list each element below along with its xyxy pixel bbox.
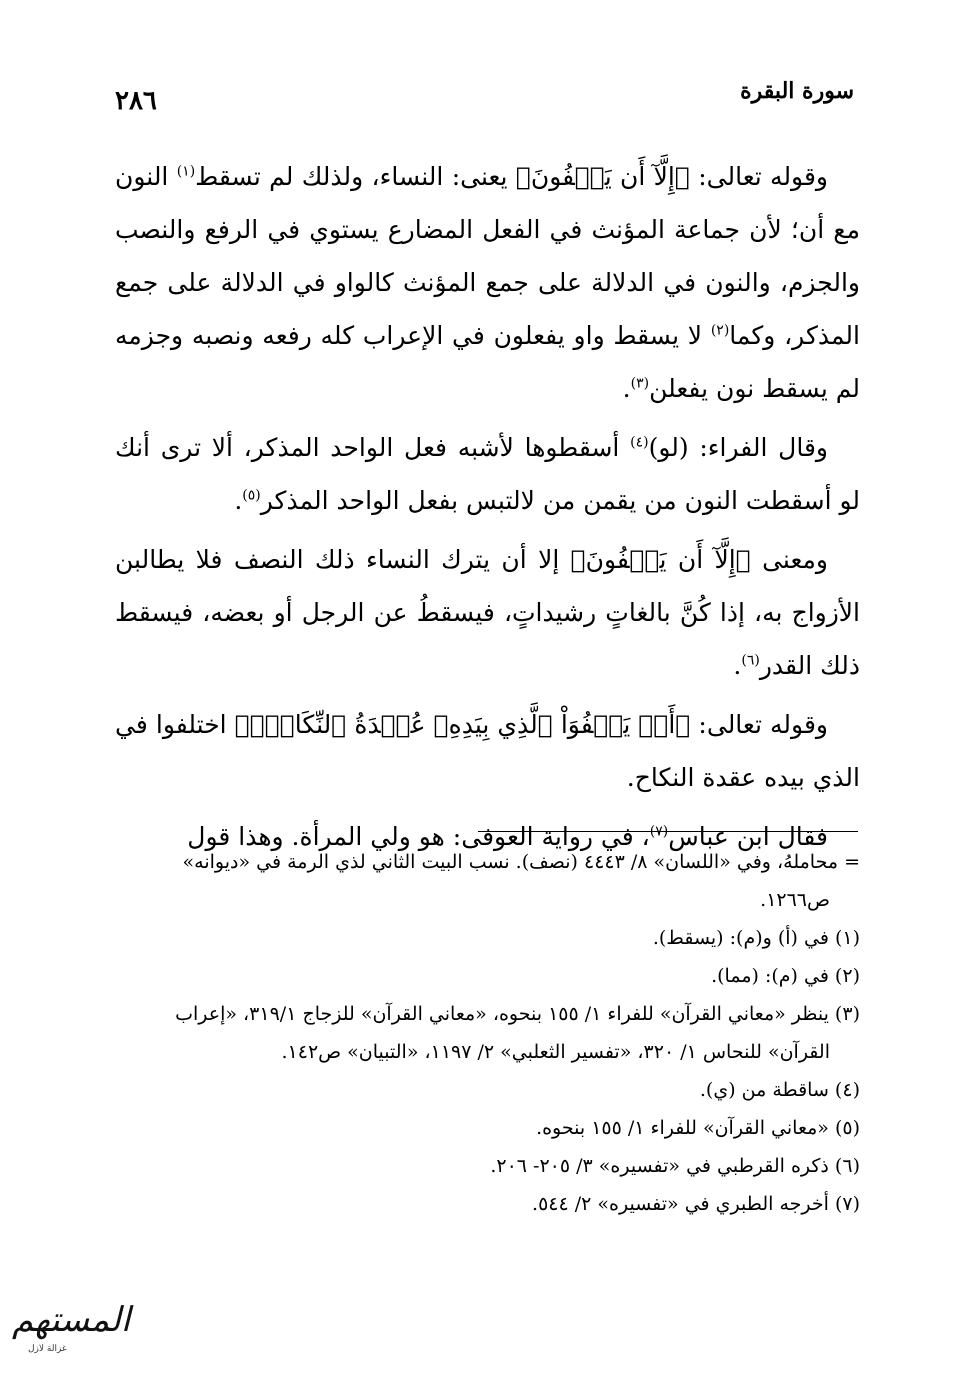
paragraph-2 <box>115 421 860 527</box>
text-run: فقال ابن عباس <box>668 822 828 851</box>
footnote-6: (٦) ذكره القرطبي في «تفسيره» ٣/ ٢٠٥- ٢٠٦. <box>490 1155 860 1177</box>
text-run: ، في رواية العوفى: هو ولي المرأة. وهذا قول <box>187 822 650 851</box>
footnote-ref-7[interactable]: (٧) <box>649 823 669 840</box>
text-run: النون مع أن؛ لأن جماعة المؤنث في الفعل المضارع يستوي في الرفع والنصب والجزم، والنون في الدلالة على جمع المؤنث كالواو في الدلالة على جمع المذكر، وكما <box>115 162 860 350</box>
footnote-ref-3[interactable]: (٣) <box>630 375 650 392</box>
running-title: سورة البقرة <box>740 78 854 104</box>
quran-verse: ﴿أَوۡ يَعۡفُوَاْ ٱلَّذِي بِيَدِهِۦ عُقۡدَةُ ٱلنِّكَاحِۚ﴾ <box>234 710 691 739</box>
text-run: يعنى: النساء، ولذلك لم تسقط <box>195 162 516 191</box>
footnotes <box>115 843 860 1223</box>
text-run: . <box>733 651 742 680</box>
page-number: ٢٨٦ <box>115 86 157 116</box>
text-run: وقوله تعالى: <box>689 162 829 191</box>
quran-verse: ﴿إِلَّآ أَن يَعۡفُونَ﴾ <box>570 545 751 574</box>
text-run: لا يسقط واو يفعلون في الإعراب كله رفعه ونصبه وجزمه لم يسقط نون يفعلن <box>115 321 860 403</box>
text-run: إلا أن يترك النساء ذلك النصف فلا يطالبن الأزواج به، إذا كُنَّ بالغاتٍ رشيداتٍ، فيسقطُ عن الرجل أو بعضه، فيسقط ذلك القدر <box>115 545 860 680</box>
publisher-logo-stamp <box>10 1286 140 1366</box>
logo-subtext: غزالة لازل <box>28 1344 67 1354</box>
footnote-7: (٧) أخرجه الطبري في «تفسيره» ٢/ ٥٤٤. <box>532 1193 860 1215</box>
footnote-ref-4[interactable]: (٤) <box>630 434 649 451</box>
quran-verse: ﴿إِلَّآ أَن يَعۡفُونَ﴾ <box>515 162 690 191</box>
footnote-divider <box>478 831 858 832</box>
main-text <box>115 150 860 869</box>
logo-text: المستهم <box>12 1300 131 1340</box>
text-run: ومعنى <box>750 545 828 574</box>
text-run: وقوله تعالى: <box>690 710 828 739</box>
page-header <box>115 78 860 118</box>
footnote-5: (٥) «معاني القرآن» للفراء ١/ ١٥٥ بنحوه. <box>536 1117 860 1139</box>
text-run: . <box>622 374 631 403</box>
text-run: أسقطوها لأشبه فعل الواحد المذكر، ألا ترى أنك لو أسقطت النون من يقمن من لالتبس بفعل الواحد المذكر <box>115 433 860 515</box>
paragraph-3 <box>115 533 860 692</box>
footnote-continuation: = محاملهُ، وفي «اللسان» ٨/ ٤٤٤٣ (نصف). نسب البيت الثاني لذي الرمة في «ديوانه» ص١٢٦٦. <box>182 851 860 911</box>
text-run: اختلفوا في الذي بيده عقدة النكاح. <box>115 710 860 792</box>
footnote-ref-6[interactable]: (٦) <box>741 652 760 669</box>
text-run: . <box>234 486 243 515</box>
footnote-ref-5[interactable]: (٥) <box>242 487 261 504</box>
footnote-3: (٣) ينظر «معاني القرآن» للفراء ١/ ١٥٥ بنحوه، «معاني القرآن» للزجاج ٣١٩/١، «إعراب القرآن» للنحاس ١/ ٣٢٠، «تفسير الثعلبي» ٢/ ١١٩٧، «التبيان» ص١٤٢. <box>175 1003 860 1063</box>
footnote-1: (١) في (أ) و(م): (يسقط). <box>652 927 860 949</box>
footnote-ref-2[interactable]: (٢) <box>710 322 730 339</box>
footnote-4: (٤) ساقطة من (ي). <box>699 1079 860 1101</box>
text-run: وقال الفراء: (لو) <box>648 433 828 462</box>
paragraph-4 <box>115 698 860 804</box>
footnote-2: (٢) في (م): (مما). <box>711 965 860 987</box>
footnote-ref-1[interactable]: (١) <box>176 163 196 180</box>
paragraph-1 <box>115 150 860 415</box>
